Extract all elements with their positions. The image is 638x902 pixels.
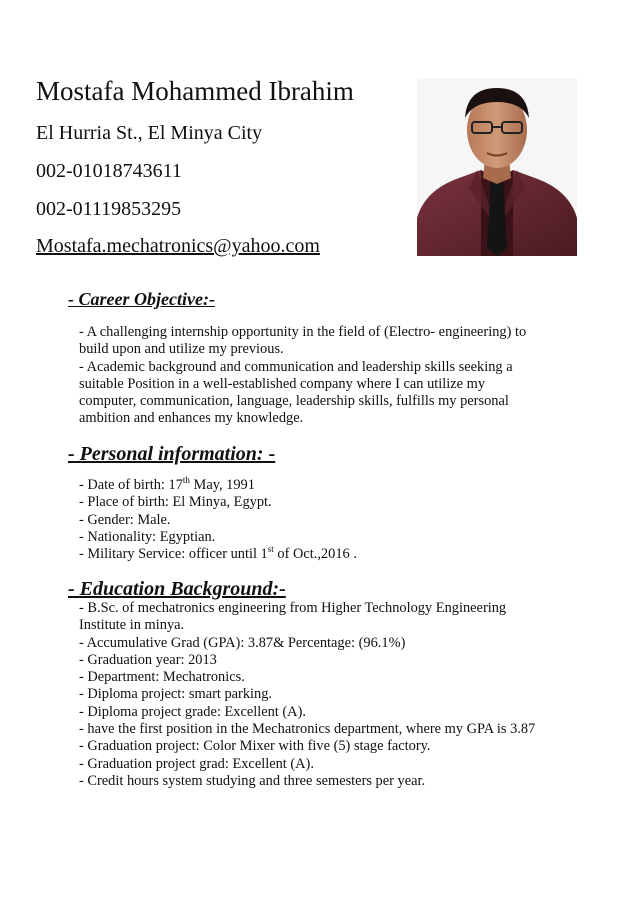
education-background-heading: - Education Background:- bbox=[68, 578, 286, 600]
list-item: build upon and utilize my previous. bbox=[79, 341, 284, 358]
career-objective-heading: - Career Objective:- bbox=[68, 289, 215, 309]
date-of-birth: - Date of birth: 17th May, 1991 bbox=[79, 475, 255, 493]
list-item: - Graduation year: 2013 bbox=[79, 651, 217, 668]
profile-photo bbox=[417, 78, 577, 256]
list-item: - Department: Mechatronics. bbox=[79, 669, 245, 686]
career-objective-list bbox=[79, 324, 526, 428]
nationality: - Nationality: Egyptian. bbox=[79, 528, 216, 545]
education-background-list bbox=[79, 600, 535, 790]
list-item: - Academic background and communication and leadership skills seeking a bbox=[79, 358, 513, 375]
address: El Hurria St., El Minya City bbox=[36, 122, 263, 144]
applicant-name: Mostafa Mohammed Ibrahim bbox=[36, 76, 354, 106]
list-item: suitable Position in a well-established company where I can utilize my bbox=[79, 375, 486, 392]
list-item: - Diploma project: smart parking. bbox=[79, 686, 273, 703]
personal-information-heading: - Personal information: - bbox=[68, 443, 276, 465]
list-item: - Credit hours system studying and three semesters per year. bbox=[79, 772, 426, 789]
list-item: Institute in minya. bbox=[79, 617, 185, 634]
list-item: - B.Sc. of mechatronics engineering from Higher Technology Engineering bbox=[79, 600, 507, 616]
list-item: - Accumulative Grad (GPA): 3.87& Percentage: (96.1%) bbox=[79, 634, 406, 651]
personal-information-list bbox=[79, 477, 357, 563]
email-link[interactable]: Mostafa.mechatronics@yahoo.com bbox=[36, 235, 320, 257]
gender: - Gender: Male. bbox=[79, 511, 171, 528]
place-of-birth: - Place of birth: El Minya, Egypt. bbox=[79, 494, 272, 511]
list-item: - Graduation project: Color Mixer with five (5) stage factory. bbox=[79, 738, 431, 755]
list-item: computer, communication, language, leadership skills, fulfills my personal bbox=[79, 393, 509, 410]
portrait-illustration bbox=[417, 78, 577, 256]
list-item: - Diploma project grade: Excellent (A). bbox=[79, 703, 306, 720]
phone-primary: 002-01018743611 bbox=[36, 160, 182, 182]
phone-secondary: 002-01119853295 bbox=[36, 198, 182, 220]
list-item: - Graduation project grad: Excellent (A). bbox=[79, 755, 314, 772]
list-item: - have the first position in the Mechatronics department, where my GPA is 3.87 bbox=[79, 721, 536, 738]
military-service: - Military Service: officer until 1st of Oct.,2016 . bbox=[79, 544, 357, 563]
list-item: - A challenging internship opportunity in the field of (Electro- engineering) to bbox=[79, 324, 527, 340]
list-item: ambition and enhances my knowledge. bbox=[79, 410, 304, 427]
